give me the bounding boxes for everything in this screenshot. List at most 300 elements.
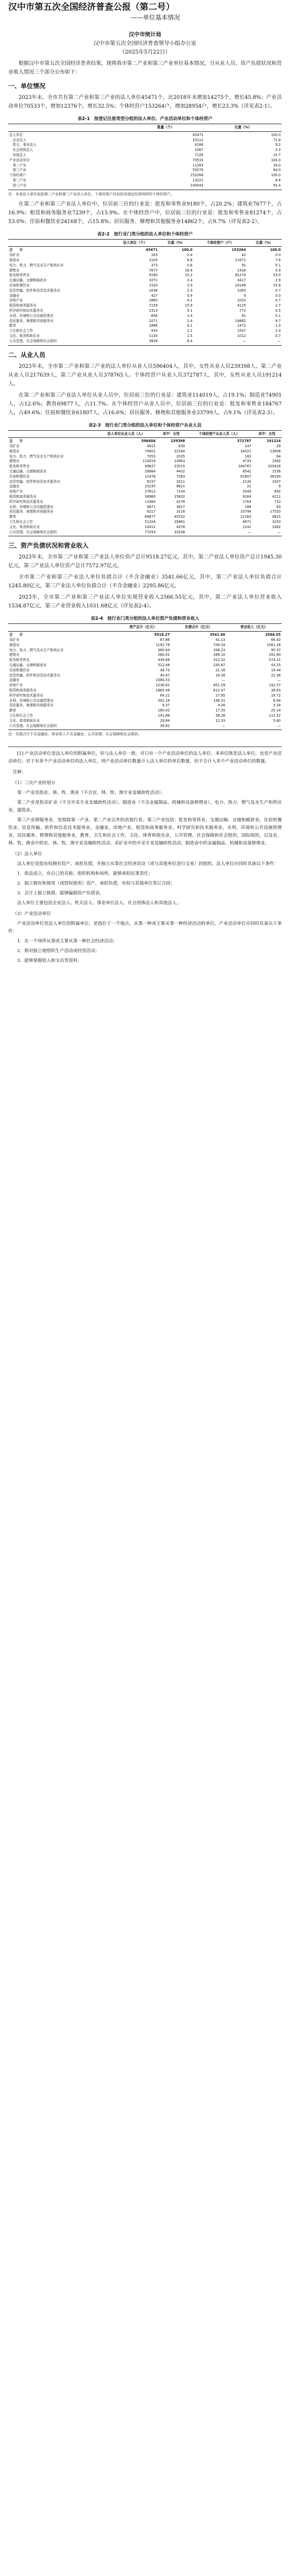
row-label-cell: 第二产业 [9,163,26,167]
value-cell: 7053 [147,454,156,459]
value-cell: 0.5 [275,308,281,313]
value-cell: 59270 [192,168,203,173]
section-heading-employees: 二、从业人员 [8,351,46,359]
value-cell: 8.4 [159,339,194,345]
table-row [8,178,282,183]
row-label-cell: 信息传输、软件和信息技术服务业 [9,288,60,293]
table-row [8,283,282,289]
row-label-cell: 卫生和社会工作 [9,520,33,524]
value-cell: 22.36 [271,673,281,677]
value-cell: 22184 [174,449,185,453]
row-label-cell: 科学研究和技术服务业 [9,693,43,698]
value-cell: 1416 [237,268,246,273]
table-row [8,520,282,525]
value-cell: 9518.27 [154,633,170,637]
value-cell: — [221,678,226,683]
value-cell: 4166 [194,143,203,147]
value-cell: 84.0 [273,168,281,173]
value-cell: 5.18 [273,703,281,708]
value-cell: 17.35 [215,708,226,713]
table-row [8,515,282,520]
paragraph-assets-1: 2023年末，全市第二产业和第三产业法人单位资产总计9518.27亿元，其中，第二产业法人单位资产总计1945.30亿元，第三产业法人单位资产总计7572.97亿元。 [8,554,282,569]
value-cell: 7.6 [275,258,281,262]
value-cell: 53.0 [273,273,281,278]
value-cell: 6217 [147,510,156,514]
row-label-cell: 公共管理、社会保障和社会组织 [8,339,111,345]
value-cell: 1007 [272,479,281,484]
date-line: （2025年5月22日） [119,49,171,55]
column-header: 比重（%） [204,124,282,132]
value-cell: 280.01 [158,653,170,657]
table-row [8,294,282,299]
paragraph-assets-3: 2023年，全市第二产业和第三产业法人单位实现营业收入2566.55亿元，其中，第二产业法人单位营业收入1534.87亿元，第三产业营业收入1031.68亿元（详见表2-4）。 [8,595,282,609]
data-table-industry-units [8,239,282,346]
value-cell: 710 [274,499,281,504]
value-cell: 2049 [242,489,251,494]
section-heading-assets: 三、资产负债状况和营业收入 [8,542,89,550]
value-cell: 21 [247,484,251,489]
row-label-cell: 房地产业 [9,489,23,494]
value-cell: 2141 [242,524,251,529]
section-heading-units: 一、单位情况 [8,82,46,90]
value-cell: 180.42 [158,708,170,713]
value-cell: 4615 [272,515,281,519]
value-cell: 12606 [270,449,281,453]
column-header [8,239,111,247]
value-cell: 42 [241,253,246,258]
row-label-cell: 金融业 [9,678,20,683]
column-header [8,430,95,438]
value-cell: 245.67 [213,663,226,668]
value-cell: 35861 [174,520,185,524]
value-cell: 13221 [192,178,203,182]
row-label-cell: 文化、体育和娱乐业 [9,718,40,723]
value-cell: 0.9 [187,293,193,298]
row-label-cell: 公共管理、社会保障和社会组织 [8,530,95,536]
table-row [8,693,282,699]
value-cell: 3541.66 [210,633,226,637]
table-note: 注：本表法人单位包括第二产业和第三产业法人单位，个体经营户仅包括有固定经营场所的个体经营户。 [8,192,174,196]
value-cell: 69877 [144,515,156,519]
row-label-cell: 卫生和社会工作 [9,713,33,718]
value-cell: 3627 [176,504,185,509]
value-cell: 12478 [144,474,156,479]
value-cell: 64 [276,454,281,459]
table-row [8,289,282,294]
intro-paragraph: 根据汉中市第五次全国经济普查结果，现将我市第二产业和第三产业单位基本情况，分从业人员、资产负债状况和营业收入情况三个部分公布如下： [8,61,282,75]
table-row [8,643,282,648]
value-cell: 49627 [144,464,156,469]
table-row [8,444,282,449]
table-row [8,489,282,495]
value-cell: 2566.55 [265,633,281,637]
note-item: 3．会计上独立核算，能够编制资产负债表。 [17,891,104,896]
value-cell: 45471 [192,132,203,137]
value-cell: 29 [276,444,281,449]
value-cell: 1763 [242,499,251,504]
value-cell: 612.47 [213,688,226,692]
value-cell: 153264 [190,173,203,178]
value-cell: 2130 [242,479,251,484]
value-cell: 163 [151,253,158,258]
value-cell: 3311 [176,479,185,484]
value-cell: 0.1 [275,263,281,267]
value-cell: 1012 [237,333,246,338]
table-row [8,648,282,653]
value-cell: 630 [178,444,185,449]
row-label-cell: 教育 [9,324,16,328]
value-cell: 4.1 [187,324,193,328]
value-cell: 1536 [272,469,281,474]
value-cell: 4615 [147,444,156,449]
value-cell: — [186,530,252,536]
table-row [8,495,282,500]
table-row [8,143,282,148]
value-cell: 9671 [147,504,156,509]
row-label-cell: 批发和零售业 [9,464,30,469]
value-cell: 1071 [149,318,158,323]
value-cell: 1130 [149,333,158,338]
table-header-row [8,430,282,438]
table-row [8,168,282,173]
value-cell: 772 [239,308,246,313]
value-cell: 2.4 [187,278,193,283]
row-label-cell: 机关、事业法人 [9,143,37,147]
table-row [8,683,282,688]
row-label-cell: 交通运输、仓储和邮政业 [9,278,47,283]
value-cell: 11984 [144,499,156,504]
value-cell: 1067 [194,148,203,152]
office-line: 汉中市第五次全国经济普查领导小组办公室 [93,40,197,46]
value-cell: 87.86 [160,638,170,642]
value-cell: 83 [276,504,281,509]
value-cell: 1547 [237,329,246,333]
value-cell: 9.37 [162,703,170,708]
value-cell: 147 [245,444,251,449]
value-cell: 4125 [237,303,246,308]
row-label-cell: 卫生和社会工作 [9,329,33,333]
row-label-cell: 合 计 [9,633,23,637]
value-cell: 3116 [176,510,185,514]
table-row [8,469,282,474]
paragraph-units-1: 2023年末，全市共有第二产业和第三产业的法人单位45471个，比2018年末增加14275个，增长45.8%；产业活动单位70533个，增加12376个，增长32.5%；个体经营户153264户，增加28954户，增长23.3%（详见表2-1）。 [8,95,282,109]
value-cell: 596404 [141,439,156,444]
row-label-cell: 制造业 [9,258,20,262]
value-cell: 15832 [174,495,185,499]
value-cell: 70533 [192,158,203,162]
value-cell: 91.4 [204,183,282,190]
value-cell: 291.80 [268,653,281,657]
column-header: 数量（个） [127,124,204,132]
row-label-cell: 居民服务、修理和其他服务业 [9,318,54,323]
table-row [8,714,282,719]
value-cell: 38.73 [160,668,170,672]
value-cell: 5.60 [273,718,281,723]
value-cell: 81 [241,313,246,318]
value-cell: 142.57 [268,683,281,688]
value-cell: 153264 [231,248,246,252]
value-cell: 0.4 [187,253,193,258]
paragraph-assets-2: 全市第二产业和第三产业法人单位负债合计（不含金融业）3541.66亿元，其中，第二产业法人单位负债合计1245.80亿元，第三产业法人单位负债合计（不含金融业）2295.86亿元。 [8,574,282,589]
value-cell: 8.6 [275,178,281,182]
row-label-cell: 第三产业 [8,183,127,190]
value-cell: 1072 [149,278,158,283]
note-item: 第一产业是指农、林、牧、渔业（不含农、林、牧、渔专业及辅助性活动）。 [17,790,166,796]
column-header: 其中：女性 [252,430,282,438]
note-item: 法人单位是指有权拥有资产、承担负债，并独立从事社会经济活动（或与其他单位进行交易）的组织。法人单位应同时具备以下条件： [17,861,279,867]
column-header [8,124,127,132]
row-label-cell: 第二产业 [9,178,26,182]
table-caption: 表2-2 按行业门类分组的法人单位和个体经营户 [97,231,193,237]
value-cell: 95.37 [271,648,281,652]
row-label-cell: 交通运输、仓储和邮政业 [9,663,47,668]
table-row [8,324,282,329]
value-cell: 141.86 [158,713,170,718]
value-cell: 1191.79 [156,642,170,647]
value-cell: 1472 [237,324,246,328]
value-cell: 2.3 [275,148,281,152]
column-header: 个体经营户从业人员（人） [186,430,252,438]
note-item: 2．相对独立地组织生产活动或经营活动； [17,948,100,954]
value-cell: 0.9 [275,268,281,273]
value-cell: 2.7 [275,303,281,308]
value-cell: 114019 [142,459,156,464]
value-cell: 11263 [192,163,203,167]
data-table-assets-revenue [8,623,282,730]
value-cell: 16.9 [184,268,193,273]
value-cell: 8621 [176,484,185,489]
value-cell: 934 [151,329,158,333]
value-cell: 3150 [272,520,281,524]
table-row [8,319,282,324]
value-cell: 9 [244,293,246,298]
row-label-cell: 社会团体法人 [9,148,33,152]
value-cell: 43.25 [271,663,281,668]
value-cell: 6.8 [187,258,193,262]
value-cell: 100.0 [271,173,281,178]
value-cell: 4671 [242,520,251,524]
value-cell: 33799 [240,510,251,514]
column-header: 资产总计（亿元） [115,624,171,632]
value-cell: 16884 [144,469,156,474]
column-header: 负债合计（亿元） [171,624,227,632]
value-cell: 1038 [149,288,158,293]
page-subtitle: ——单位基本情况 [130,14,180,21]
value-cell: 23015 [174,464,185,469]
table-row [8,263,282,268]
table-row [8,474,282,480]
value-cell: 1868 [149,324,158,328]
row-label-cell: 合 计 [9,439,23,444]
row-label-cell: 建筑业 [9,459,20,464]
value-cell: 0.8 [187,263,193,267]
row-label-cell: 科学研究和技术服务业 [9,308,43,313]
value-cell: 17812 [144,489,156,494]
table-row [8,158,282,163]
value-cell: 184767 [238,464,251,469]
value-cell: 5.1 [187,308,193,313]
value-cell: 1.0 [275,324,281,328]
table-row [8,510,282,515]
value-cell: 81274 [235,273,246,278]
value-cell: 709.34 [213,642,226,647]
table-row [8,329,282,334]
value-cell: 1865.49 [156,688,170,692]
value-cell: 17520 [270,510,281,514]
table-row [8,673,282,679]
row-label-cell: 信息传输、软件和信息技术服务业 [9,479,60,484]
value-cell: 15.8 [273,283,281,287]
row-label-cell: 采矿业 [9,638,20,642]
row-label-cell: 租赁和商务服务业 [9,303,37,308]
table-row [8,253,282,258]
row-label-cell: 批发和零售业 [9,658,30,663]
value-cell: — [171,724,227,730]
note-item: 第二产业是指采矿业（不含开采专业及辅助性活动），制造业（不含金属制品、机械和设备修理业），电力、热力、燃气及水生产和供应业，建筑业。 [8,800,282,814]
value-cell: 2384.53 [156,678,170,683]
value-cell: — [252,530,282,536]
value-cell: 385.64 [158,648,170,652]
value-cell: 41.13 [215,638,226,642]
value-cell: — [277,678,281,683]
value-cell: 14963 [174,459,185,464]
value-cell: 2.5 [187,333,193,338]
value-cell: 36.62 [115,724,171,730]
row-label-cell: 产业活动单位 [9,158,30,162]
row-label-cell: 房地产业 [9,683,23,688]
value-cell: 140043 [127,183,204,190]
value-cell: 191214 [266,439,281,444]
value-cell: 11672 [235,258,246,262]
notes-subheading: （2）法人单位 [12,852,42,857]
table-row [8,530,282,536]
value-cell: 64.21 [160,693,170,698]
value-cell: 592.18 [158,698,170,703]
row-label-cell: 租赁和商务服务业 [9,688,37,692]
value-cell: 10412 [144,524,156,529]
table-row [8,163,282,168]
value-cell: 0.0 [275,293,281,298]
row-label-cell: 第三产业 [9,168,26,173]
value-cell: 16.0 [273,163,281,167]
value-cell: 4432 [176,469,185,474]
notes-subheading: （3）产业活动单位 [12,911,51,917]
value-cell: 61807 [240,474,251,479]
author-line: 汉中市统计局 [129,31,161,38]
table-row [8,438,282,444]
value-cell: 103418 [267,464,281,469]
row-label-cell: 住宿和餐饮业 [9,474,30,479]
value-cell: 9 [278,484,281,489]
value-cell: 1236.61 [156,683,170,688]
value-cell: 2035 [176,454,185,459]
row-label-cell: 居民服务、修理和其他服务业 [9,703,54,708]
value-cell: 19.72 [271,693,281,698]
value-cell: 289.10 [213,653,226,657]
table-caption: 表2-1 按登记注册类型分组的法人单位、产业活动单位和个体经营户 [77,116,213,122]
value-cell: 21.16 [215,668,226,672]
row-label-cell: 科学研究和技术服务业 [9,499,43,504]
table-row [8,314,282,319]
row-label-cell: 住宿和餐饮业 [9,668,30,672]
notes-heading: 注释： [12,770,26,775]
table-row [8,268,282,274]
value-cell: 1.0 [275,329,281,333]
value-cell: 373 [151,263,158,267]
value-cell: 1520 [149,283,158,287]
row-label-cell: 公共管理、社会保障和社会组织 [8,724,115,730]
table-row [8,500,282,505]
table-row [8,278,282,283]
value-cell: 51204 [144,520,156,524]
paragraph-employees-1: 2023年末，全市第二产业和第三产业的法人单位从业人员596404人，其中，女性从业人员239398人。第二产业从业人员217639人，第三产业从业人员378765人。个体经营户从业人员372787人，其中，女性从业人员191214人。 [8,363,282,387]
page-title: 汉中市第五次全国经济普查公报（第二号） [8,2,175,12]
value-cell: 656 [151,313,158,318]
value-cell: 0.0 [275,253,281,258]
value-cell: 0.7 [275,333,281,338]
value-cell: 182 [245,454,251,459]
note-item: 2．独立拥有和使用（或授权使用）资产，承担负债，有权与其他单位签订合同； [17,881,175,887]
column-header: 比重（%） [247,239,282,247]
value-cell: 38.26 [215,713,226,718]
value-cell: 36190 [270,474,281,479]
value-cell: — [194,339,247,345]
value-cell: 4278 [176,499,185,504]
table-row [8,658,282,663]
value-cell: — [226,724,282,730]
note-item: 法人单位主要包括企业法人、机关法人、事业单位法人、社会团体法人和其他法人。 [17,901,181,906]
value-cell: 4378 [176,524,185,529]
value-cell: 1023 [237,298,246,303]
table-row [8,183,282,190]
value-cell: 7126 [194,152,203,157]
column-header: 法人单位（个） [111,239,159,247]
row-label-cell: 采矿业 [9,253,20,258]
row-label-cell: 水利、环境和公共设施管理业 [9,313,54,318]
value-cell: 77293 [95,530,156,536]
table-note: 注：负债合计不含金融业。营业收入不含金融业、公共管理、社会保障和社会组织。 [8,732,142,737]
table-row [8,138,282,143]
table-header-row [8,239,282,247]
value-cell: 100.0 [271,132,281,137]
note-item: 第三产业即服务业，是指除第一产业、第二产业以外的其他行业。第三产业包括：批发和零售业，交通运输、仓储和邮政业，住宿和餐饮业，信息传输、软件和信息技术服务业，金融业，房地产业，租赁和商务服务业，科学研究和技术服务业，水利、环境和公共设施管理业，居民服务、修理和其他服务业，教育，卫生和社会工作，文化、体育和娱乐业，公共管理、社会保障和社会组织，国际组织，以及农、林、牧、渔业中的农、林、牧、渔专业及辅助性活动，采矿业中的开采专业及辅助性活动，制造业中的金属制品、机械和设备修理业。 [8,818,282,846]
value-cell: 7104 [176,489,185,494]
table-row [8,678,282,683]
table-row [8,148,282,153]
row-label-cell: 房地产业 [9,298,23,303]
row-label-cell: 电力、热力、燃气及水生产和供应业 [9,263,64,267]
table-row [8,505,282,510]
column-header [8,624,115,632]
column-header: 营业收入（亿元） [226,624,282,632]
value-cell: 4.26 [217,703,226,708]
value-cell: 29.84 [160,718,170,723]
row-label-cell: 电力、热力、燃气及水生产和供应业 [9,648,64,652]
value-cell: 206.23 [213,648,226,652]
table-row [8,303,282,309]
document-page [0,2,290,965]
row-label-cell: 文化、体育和娱乐业 [9,333,40,338]
footnote-intro: [1] 产业活动单位是法人单位的附属单位，但与法人单位一致。对只有一个产业活动单位的法人单位，本单位既是法人单位，也是产业活动单位；对于有多个产业活动单位的法人单位，则产业活动单位数量计入法人单位的单位数量，但不合计入多个产业活动单位的数量。 [8,751,282,765]
table-row [8,724,282,730]
row-label-cell: 制造业 [9,642,20,647]
table-row [8,484,282,489]
value-cell: 27.85 [215,693,226,698]
value-cell: 45471 [146,248,158,252]
row-label-cell: 金融业 [9,293,20,298]
table-row [8,525,282,530]
value-cell: 74901 [144,449,156,453]
